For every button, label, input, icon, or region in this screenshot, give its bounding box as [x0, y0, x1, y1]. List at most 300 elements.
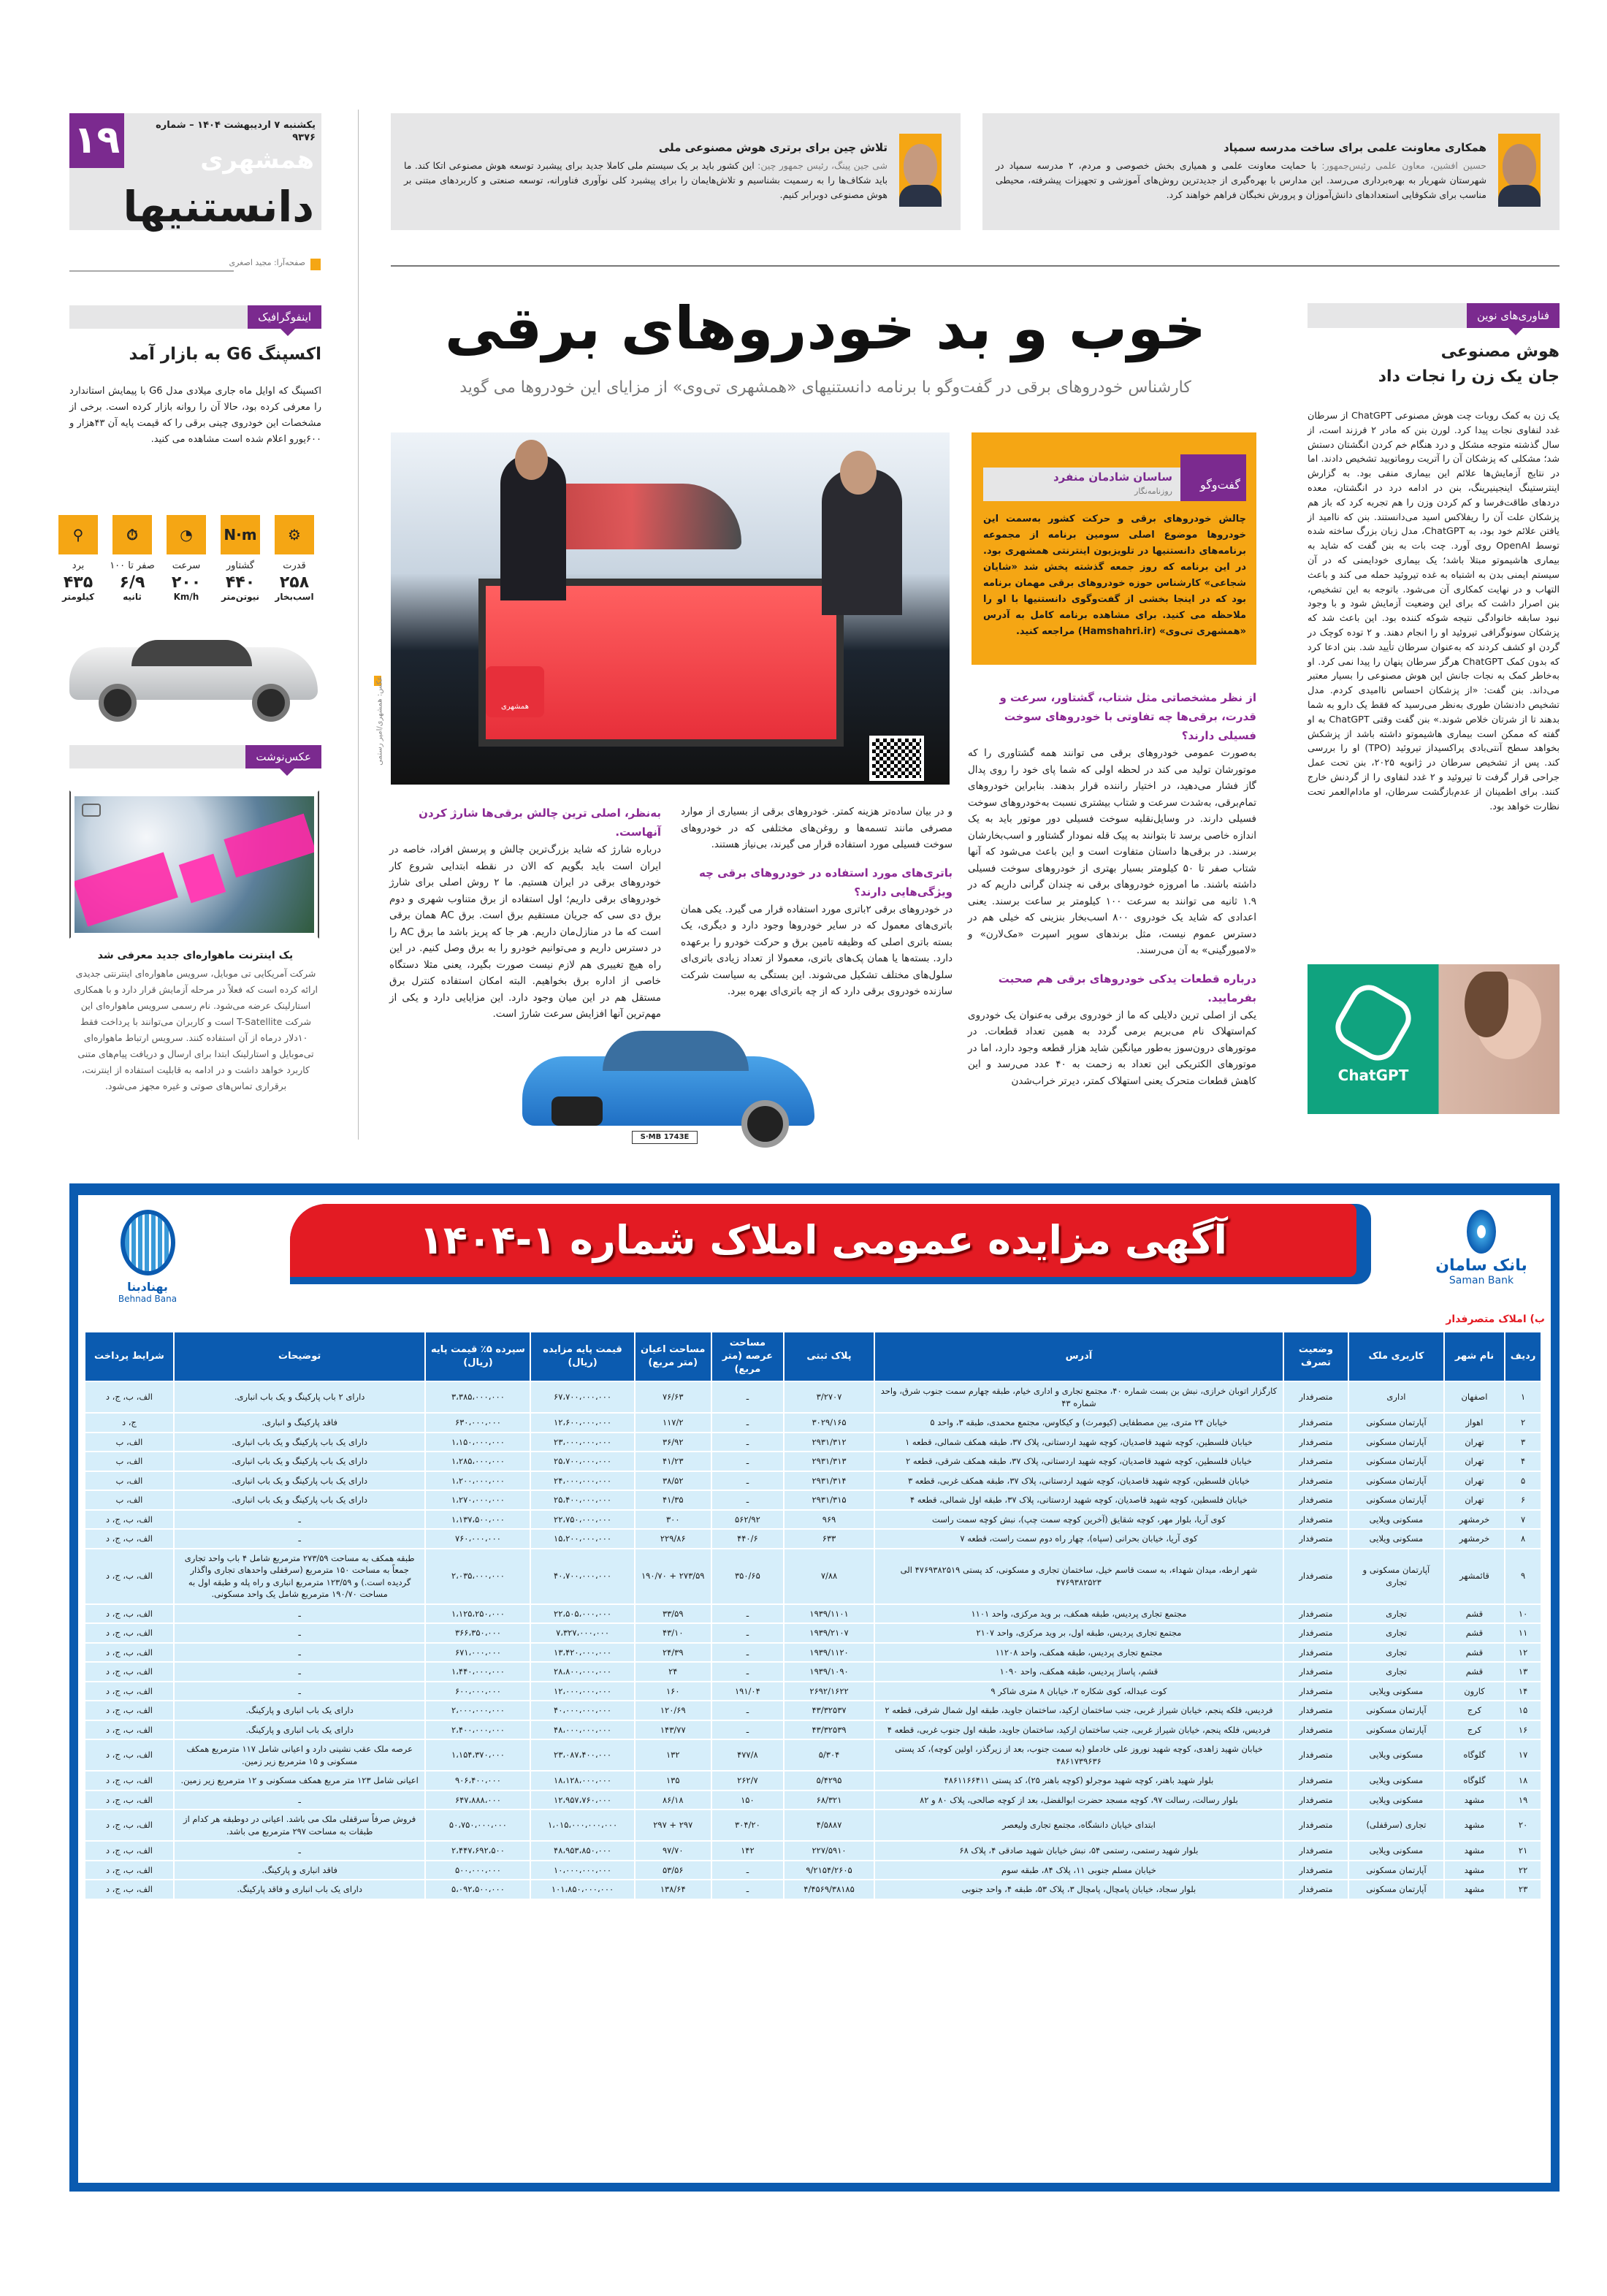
table-cell: ۲۹۷ + ۲۹۷ [635, 1810, 711, 1840]
table-cell: ۲۶۹۲/۱۶۲۲ [785, 1682, 874, 1701]
table-cell: متصرفدار [1284, 1663, 1348, 1681]
table-cell: ۱۳۲ [635, 1740, 711, 1770]
behnad-bana-logo: بهنادبنا Behnad Bana [100, 1210, 195, 1312]
ad-title: آگهی مزایده عمومی املاک شماره ۱-۱۴۰۴ [290, 1204, 1356, 1277]
table-cell: ـ [712, 1433, 783, 1452]
table-cell: ۴۸،۰۰۰،۰۰۰،۰۰۰ [531, 1721, 633, 1739]
table-cell: ۲۴ [635, 1663, 711, 1681]
table-cell: ۲۲۹/۸۶ [635, 1530, 711, 1548]
table-cell: ۱ [1505, 1382, 1541, 1412]
studio-photo [391, 432, 950, 785]
table-cell: ۲۳،۰۸۷،۴۰۰،۰۰۰ [531, 1740, 633, 1770]
column-header: مساحت عرصه (متر مربع) [712, 1332, 783, 1381]
ai-title: هوش مصنوعی جان یک زن را نجات داد [1378, 343, 1560, 386]
table-row [85, 1605, 1541, 1623]
table-cell: خرمشهر [1445, 1530, 1504, 1548]
ad-title-banner [290, 1204, 1371, 1284]
table-cell: متصرفدار [1284, 1842, 1348, 1860]
column-header: سپرده ۵٪ قیمت پایه (ریال) [426, 1332, 530, 1381]
table-cell: اصفهان [1445, 1382, 1504, 1412]
table-cell: اداری [1349, 1382, 1443, 1412]
table-cell: دارای یک باب پارکینگ و یک باب انباری. [175, 1472, 425, 1490]
table-cell: تجاری (سرقفلی) [1349, 1810, 1443, 1840]
table-cell: ۲،۰۰۰،۰۰۰،۰۰۰ [426, 1701, 530, 1720]
column-header: کاربری ملک [1349, 1332, 1443, 1381]
page-editor: صفحه‌آرا: مجید اصغری [229, 258, 305, 267]
table-cell: الف، ب، ج، د [85, 1701, 173, 1720]
table-cell: تهران [1445, 1433, 1504, 1452]
date-issue: یکشنبه ۷ اردیبهشت ۱۴۰۴ – شماره ۹۳۷۶ [156, 120, 316, 143]
table-cell: ۷۶۰،۰۰۰،۰۰۰ [426, 1530, 530, 1548]
table-cell: فاقد انباری و پارکینگ. [175, 1861, 425, 1880]
table-cell: ۲۱ [1505, 1842, 1541, 1860]
table-row [85, 1511, 1541, 1529]
table-cell: آپارتمان مسکونی و تجاری [1349, 1549, 1443, 1603]
table-cell: ۳۶۶،۳۵۰،۰۰۰ [426, 1624, 530, 1642]
table-cell: بلوار سجاد، خیابان پامچال، پامچال ۳، پلاک ۵۳، طبقه ۴، واحد جنوبی [875, 1880, 1283, 1899]
table-cell: ۱،۲۸۵،۰۰۰،۰۰۰ [426, 1452, 530, 1471]
table-cell: ۱۹۳۹/۱۱۰۱ [785, 1605, 874, 1623]
table-cell: شهر ارطه، میدان شهداء، به سمت قاسم خیل، ساختمان تجاری و مسکونی، کد پستی ۴۷۶۹۳۸۲۵۱۹ الی ۴۷۶۹۳۸۲۵۲۳ [875, 1549, 1283, 1603]
table-cell: متصرفدار [1284, 1861, 1348, 1880]
table-cell: مشهد [1445, 1791, 1504, 1809]
table-cell: ـ [712, 1721, 783, 1739]
auction-table-wrap [84, 1331, 1542, 1900]
table-cell: ۱۶ [1505, 1721, 1541, 1739]
auction-table [84, 1331, 1542, 1900]
main-subtitle: کارشناس خودروهای برقی در گفت‌وگو با برنامه دانستنیهای «همشهری تی‌وی» از مزایای این خودروها می گوید [459, 378, 1191, 397]
table-cell: ـ [175, 1682, 425, 1701]
table-cell: ۳۶/۹۲ [635, 1433, 711, 1452]
table-cell: ـ [175, 1663, 425, 1681]
table-cell: فردیس، فلکه پنجم، خیابان شیراز غربی، جنب ساختمان ارکید، ساختمان جاوید، طبقه اول شمال شرقی، قطعه ۲ [875, 1701, 1283, 1720]
table-cell: ۲۵،۴۰۰،۰۰۰،۰۰۰ [531, 1491, 633, 1509]
table-cell: متصرفدار [1284, 1433, 1348, 1452]
table-cell: ـ [712, 1452, 783, 1471]
table-cell: مشهد [1445, 1842, 1504, 1860]
table-cell: ۵۶۲/۹۲ [712, 1511, 783, 1529]
table-cell: خیابان ۲۴ متری، بین مصطفایی (کیومرث) و کیکاوس، مجتمع محمدی، طبقه ۳، واحد ۵ [875, 1414, 1283, 1432]
table-cell: ۲۲ [1505, 1861, 1541, 1880]
table-cell: ۳۸/۵۲ [635, 1472, 711, 1490]
table-row [85, 1549, 1541, 1603]
table-cell: ۶۷،۷۰۰،۰۰۰،۰۰۰ [531, 1382, 633, 1412]
answer-2: یکی از اصلی ترین دلایلی که ما از خودروی برقی به‌عنوان یک خودروی کم‌استهلاک نام می‌بریم برمی گردد به همین تعداد قطعات. در موتورهای درون‌سوز به‌طور میانگین شاید هزار قطعه وجود دارد، اما در موتورهای الکتریکی این تعداد به زحمت به ۴۰ عدد می‌رسد و این کاهش قطعات متحرک یعنی استهلاک کمتر، دیرتر خراب‌شدن [968, 1009, 1256, 1087]
spec-item [54, 515, 102, 602]
divider [69, 270, 234, 272]
table-cell: مسکونی ویلایی [1349, 1530, 1443, 1548]
table-cell: ـ [712, 1663, 783, 1681]
spec-unit: اسب‌بخار [275, 592, 314, 602]
spec-value: ۲۵۸ [279, 573, 310, 592]
table-cell: ۱،۱۵۴،۳۷۰،۰۰۰ [426, 1740, 530, 1770]
table-cell: ۱۵ [1505, 1701, 1541, 1720]
spec-unit: کیلومتر [61, 592, 95, 602]
saman-flower-icon [1467, 1210, 1496, 1254]
table-cell: الف، ب [85, 1452, 173, 1471]
table-cell: بلوار شهید رستمی، رستمی ۵۴، نبش خیابان شهید صادقی ۴، پلاک ۶۸ [875, 1842, 1283, 1860]
table-cell: ـ [712, 1605, 783, 1623]
table-cell: خرمشهر [1445, 1511, 1504, 1529]
table-cell: کارون [1445, 1682, 1504, 1701]
spec-unit: نیوتن‌متر [221, 592, 260, 602]
table-cell: ۲۲،۵۰۵،۰۰۰،۰۰۰ [531, 1605, 633, 1623]
table-row [85, 1414, 1541, 1432]
table-cell: الف، ب [85, 1491, 173, 1509]
table-cell: ۱۶۰ [635, 1682, 711, 1701]
answer-1: به‌صورت عمومی خودروهای برقی می توانند همه گشتاوری را که موتورشان تولید می کند در لحظه اولی که شما پای خود را روی پدال گاز فشار می‌دهید، در اختیار راننده قرار بدهند. بنابراین خودروهای تمام‌برقی، به‌شدت سرعت و شتاب بیشتری نسبت به‌خودروهای سوخت فسیلی دارند. در وسایل‌نقلیه سوخت فسیلی دور موتور باید به یک اندازه خاصی برسد تا بتوانند به پیک قله نمودار گشتاور و اسب‌بخارشان برسند. در برقی‌ها داستان متفاوت است و این باعث می‌شود که آنها شتاب صفر تا ۵۰ کیلومتر بسیار بهتری از خودروهای سوخت فسیلی داشته باشند. ما امروزه خودروهای برقی نه چندان گرانی داریم که در ۱.۹ ثانیه می توانند به سرعت ۱۰۰ کیلومتر بر ساعت برسند. یعنی اعدادی که شاید یک خودروی ۸۰۰ اسب‌بخار بنزینی که خیلی هم در دسترس عموم نیست، مثل برندهای سوپر اسپرت «مک‌لارن» و «لامبورگینی» به آن می‌رسند. [968, 747, 1256, 956]
infographic-tag-bar [69, 305, 321, 329]
table-cell: ۱،۱۵۰،۰۰۰،۰۰۰ [426, 1433, 530, 1452]
table-cell: ـ [712, 1701, 783, 1720]
table-cell: ۲۸،۸۰۰،۰۰۰،۰۰۰ [531, 1663, 633, 1681]
table-cell: ـ [712, 1861, 783, 1880]
news-sampad [982, 113, 1560, 230]
table-cell: ـ [712, 1644, 783, 1662]
table-cell: متصرفدار [1284, 1721, 1348, 1739]
infographic-text: اکسپنگ که اوایل ماه جاری میلادی مدل G6 با پیمایش استاندارد را معرفی کرده بود، حالا آن را روانه بازار کرده است. برخی از مشخصات این خودروی چینی برقی را که قیمت پایه آن ۴۳هزار و ۶۰۰یورو اعلام شده است مشاهده می کنید. [69, 386, 321, 445]
table-cell: ۱۵۰ [712, 1791, 783, 1809]
table-cell: کارگزار اتوبان خرازی، نبش بن بست شماره ۴۰، مجتمع تجاری و اداری خیام، طبقه چهارم سمت جنوب شرق، واحد شماره ۴۳ [875, 1382, 1283, 1412]
table-cell: دارای یک باب انباری و فاقد پارکینگ. [175, 1880, 425, 1899]
spec-value: ۶/۹ [119, 573, 145, 592]
table-cell: آپارتمان مسکونی [1349, 1414, 1443, 1432]
spec-unit: ثانیه [123, 592, 142, 602]
table-cell: مشهد [1445, 1861, 1504, 1880]
table-cell: الف، ب، ج، د [85, 1605, 173, 1623]
table-cell: الف، ب [85, 1472, 173, 1490]
table-cell: ـ [175, 1530, 425, 1548]
table-cell: ۴۱/۳۵ [635, 1491, 711, 1509]
table-cell: کرج [1445, 1721, 1504, 1739]
table-row [85, 1382, 1541, 1412]
table-cell: متصرفدار [1284, 1644, 1348, 1662]
table-cell: کرج [1445, 1701, 1504, 1720]
spec-item [216, 515, 264, 602]
table-cell: متصرفدار [1284, 1605, 1348, 1623]
table-cell: ـ [712, 1624, 783, 1642]
table-cell: الف، ب، ج، د [85, 1511, 173, 1529]
table-cell: ۷ [1505, 1511, 1541, 1529]
news-title: تلاش چین برای برتری هوش مصنوعی ملی [658, 141, 888, 154]
article-column-2 [681, 804, 953, 1000]
table-cell: الف، ب، ج، د [85, 1842, 173, 1860]
table-cell: ۹ [1505, 1549, 1541, 1603]
table-cell: مجتمع تجاری پردیس، طبقه اول، بر وید مرکزی، واحد ۲۱۰۷ [875, 1624, 1283, 1642]
table-cell: ۷/۸۸ [785, 1549, 874, 1603]
table-cell: ۳۳/۵۹ [635, 1605, 711, 1623]
infographic-title: اکسپنگ G6 به بازار آمد [129, 345, 321, 364]
table-cell: گلوگاه [1445, 1771, 1504, 1790]
table-cell: ۳۵۰/۶۵ [712, 1549, 783, 1603]
table-cell: ۶۴۷،۸۸۸،۰۰۰ [426, 1791, 530, 1809]
table-cell: ۴۳/۱۰ [635, 1624, 711, 1642]
table-cell: ۶ [1505, 1491, 1541, 1509]
table-cell: تجاری [1349, 1624, 1443, 1642]
table-row [85, 1740, 1541, 1770]
table-cell: الف، ب، ج، د [85, 1382, 173, 1412]
table-cell: خیابان فلسطین، کوچه شهید قاصدیان، کوچه شهید اردستانی، پلاک ۳۷، طبقه همکف شمالی، قطعه ۱ [875, 1433, 1283, 1452]
table-cell: قشم [1445, 1663, 1504, 1681]
table-cell: ۲۹۳۱/۳۱۳ [785, 1452, 874, 1471]
table-cell: ۱۴۲ [712, 1842, 783, 1860]
table-cell: ۲۶۲/۷ [712, 1771, 783, 1790]
table-cell: ـ [712, 1491, 783, 1509]
table-cell: ۴۳/۳۲۵۳۷ [785, 1701, 874, 1720]
section-title: دانستنیها [123, 182, 314, 232]
photo-news-tag: عکس‌نوشت [245, 745, 321, 768]
table-row [85, 1472, 1541, 1490]
table-cell: آپارتمان مسکونی [1349, 1880, 1443, 1899]
table-cell: ۲۹۳۱/۳۱۵ [785, 1491, 874, 1509]
tv-logo: همشهری [486, 666, 544, 717]
spec-item [270, 515, 318, 602]
interview-box [972, 432, 1256, 665]
table-cell: متصرفدار [1284, 1530, 1348, 1548]
table-cell: ۱،۱۲۵،۲۵۰،۰۰۰ [426, 1605, 530, 1623]
table-cell: ۱۸،۱۲۸،۰۰۰،۰۰۰ [531, 1771, 633, 1790]
ai-tag-bar [1308, 303, 1560, 328]
table-cell: متصرفدار [1284, 1701, 1348, 1720]
table-cell: ۶۳۰،۰۰۰،۰۰۰ [426, 1414, 530, 1432]
table-cell: آپارتمان مسکونی [1349, 1433, 1443, 1452]
article-column-1 [968, 688, 1256, 1089]
table-cell: ـ [175, 1791, 425, 1809]
table-cell: ۵۳/۵۶ [635, 1861, 711, 1880]
table-cell: ۴۱/۲۳ [635, 1452, 711, 1471]
table-cell: ۹۶۹ [785, 1511, 874, 1529]
table-row [85, 1682, 1541, 1701]
table-row [85, 1791, 1541, 1809]
table-cell: ۱۹۳۹/۲۱۰۷ [785, 1624, 874, 1642]
spec-value: ۲۰۰ [171, 573, 202, 592]
question-2: درباره قطعات یدکی خودروهای برقی هم صحبت بفرمایید. [998, 972, 1256, 1004]
column-header: پلاک ثبتی [785, 1332, 874, 1381]
table-cell: ۸۶/۱۸ [635, 1791, 711, 1809]
table-cell: ج، د [85, 1414, 173, 1432]
table-cell: ابتدای خیابان دانشگاه، مجتمع تجاری ولیعصر [875, 1810, 1283, 1840]
spec-label: گشتاور [226, 560, 255, 571]
table-cell: ۴۴۰/۶ [712, 1530, 783, 1548]
table-cell: آپارتمان مسکونی [1349, 1452, 1443, 1471]
table-cell: ۱۲،۹۵۷،۷۶۰،۰۰۰ [531, 1791, 633, 1809]
table-cell: متصرفدار [1284, 1682, 1348, 1701]
table-row [85, 1721, 1541, 1739]
table-cell: ۵ [1505, 1472, 1541, 1490]
table-cell: قشم [1445, 1605, 1504, 1623]
table-row [85, 1880, 1541, 1899]
table-cell: الف، ب، ج، د [85, 1530, 173, 1548]
table-cell: مجتمع تجاری پردیس، طبقه همکف، بر وید مرکزی، واحد ۱۱۰۱ [875, 1605, 1283, 1623]
table-cell: ۹۷/۷۰ [635, 1842, 711, 1860]
table-cell: مجتمع تجاری پردیس، طبقه همکف، واحد ۱۱۲۰۸ [875, 1644, 1283, 1662]
table-row [85, 1861, 1541, 1880]
news-title: همکاری معاونت علمی برای ساخت مدرسه سمپاد [1224, 141, 1486, 154]
table-cell: ۸ [1505, 1530, 1541, 1548]
table-cell: ۱۳ [1505, 1663, 1541, 1681]
table-cell: ۳،۳۸۵،۰۰۰،۰۰۰ [426, 1382, 530, 1412]
table-cell: فاقد پارکینگ و انباری. [175, 1414, 425, 1432]
engine-icon: ⚙ [275, 515, 314, 554]
table-cell: تجاری [1349, 1663, 1443, 1681]
table-cell: متصرفدار [1284, 1511, 1348, 1529]
table-cell: ۲۳،۰۰۰،۰۰۰،۰۰۰ [531, 1433, 633, 1452]
table-cell: ۱۳۵ [635, 1771, 711, 1790]
table-cell: ۷،۳۲۷،۰۰۰،۰۰۰ [531, 1624, 633, 1642]
table-cell: ـ [712, 1414, 783, 1432]
answer-2-cont: و در بیان ساده‌تر هزینه کمتر. خودروهای برقی از بسیاری از موارد مصرفی مانند تسمه‌ها و روغن‌های مختلفی که در خودروهای سوخت فسیلی مورد استفاده قرار می گیرند، بی‌نیاز هستند. [681, 806, 953, 850]
table-cell: ۴۳/۳۲۵۳۹ [785, 1721, 874, 1739]
table-cell: ۱،۲۷۰،۰۰۰،۰۰۰ [426, 1491, 530, 1509]
table-cell: ـ [712, 1880, 783, 1899]
table-cell: الف، ب، ج، د [85, 1644, 173, 1662]
table-cell: اعیانی شامل ۱۲۳ متر مربع همکف مسکونی و ۱۲ مترمربع زیر زمین. [175, 1771, 425, 1790]
table-row [85, 1810, 1541, 1840]
xpeng-car-image [58, 621, 329, 731]
spec-item [108, 515, 156, 602]
table-cell: مشهد [1445, 1880, 1504, 1899]
infographic-tag: اینفوگرافیک [248, 305, 321, 329]
car-plate: S·MB 1743E [632, 1131, 698, 1144]
table-cell: ۶۰۰،۰۰۰،۰۰۰ [426, 1682, 530, 1701]
table-cell: آپارتمان مسکونی [1349, 1721, 1443, 1739]
table-row [85, 1771, 1541, 1790]
table-cell: ۳ [1505, 1433, 1541, 1452]
table-cell: ۱۰ [1505, 1605, 1541, 1623]
table-cell: ۱۵،۲۰۰،۰۰۰،۰۰۰ [531, 1530, 633, 1548]
table-cell: ـ [175, 1624, 425, 1642]
main-title: خوب و بد خودروهای برقی [444, 294, 1207, 362]
table-cell: متصرفدار [1284, 1880, 1348, 1899]
table-cell: متصرفدار [1284, 1810, 1348, 1840]
table-cell: ۶۷۱،۰۰۰،۰۰۰ [426, 1644, 530, 1662]
table-cell: تجاری [1349, 1644, 1443, 1662]
table-cell: ۲۹۳۱/۳۱۲ [785, 1433, 874, 1452]
table-cell: مسکونی ویلایی [1349, 1740, 1443, 1770]
table-cell: ۱۹۳۹/۱۰۹۰ [785, 1663, 874, 1681]
table-cell: الف، ب، ج، د [85, 1663, 173, 1681]
table-cell: ۳۰۲۹/۱۶۵ [785, 1414, 874, 1432]
column-header: ردیف [1505, 1332, 1541, 1381]
table-cell: ۲،۴۴۷،۶۹۲،۵۰۰ [426, 1842, 530, 1860]
table-cell: ۲۵،۷۰۰،۰۰۰،۰۰۰ [531, 1452, 633, 1471]
table-cell: آپارتمان مسکونی [1349, 1491, 1443, 1509]
table-cell: متصرفدار [1284, 1414, 1348, 1432]
table-row [85, 1842, 1541, 1860]
table-cell: خیابان فلسطین، کوچه شهید قاصدیان، کوچه شهید اردستانی، پلاک ۳۷، طبقه همکف شرقی، قطعه ۲ [875, 1452, 1283, 1471]
table-cell: ۲،۴۰۰،۰۰۰،۰۰۰ [426, 1721, 530, 1739]
photo-news-tag-bar [69, 745, 321, 768]
table-cell: ۲۰ [1505, 1810, 1541, 1840]
interview-lead: چالش خودروهای برقی و حرکت کشور به‌سمت این خودروها موضوع اصلی سومین برنامه از مجموعه برنامه‌های دانستنیها در تلویزیون اینترنتی همشهری بود. در این برنامه که روز جمعه گذشته پخش شد «شایان شجاعی» کارشناس حوزه خودروهای برقی مهمان برنامه بود که در اینجا بخشی از گفت‌وگوی دانستنیها با او را ملاحظه می کنید. برای مشاهده برنامه کامل به آدرس «همشهری تی‌وی» (Hamshahri.ir) مراجعه کنید. [983, 514, 1246, 637]
table-cell: قائمشهر [1445, 1549, 1504, 1603]
table-cell: مشهد [1445, 1810, 1504, 1840]
table-cell: مسکونی ویلایی [1349, 1842, 1443, 1860]
table-cell: ۴۸،۹۵۳،۸۵۰،۰۰۰ [531, 1842, 633, 1860]
table-cell: خیابان مسلم جنوبی ۱۱، پلاک ۸۴، طبقه سوم [875, 1861, 1283, 1880]
table-cell: کوی آریا، بلوار مهر، کوچه شقایق (آخرین کوچه سمت چپ)، نبش کوچه سمت راست [875, 1511, 1283, 1529]
mercedes-car-image [522, 1027, 814, 1151]
table-cell: ۱۰۱،۸۵۰،۰۰۰،۰۰۰ [531, 1880, 633, 1899]
interview-tag: گفت‌وگو [1180, 454, 1246, 501]
table-cell: آپارتمان مسکونی [1349, 1701, 1443, 1720]
photo-news-title: یک اینترنت ماهواره‌ای جدید معرفی شد [97, 950, 294, 961]
table-row [85, 1624, 1541, 1642]
ai-text: یک زن به کمک روبات چت هوش مصنوعی ChatGPT از سرطان غدد لنفاوی نجات پیدا کرد. لورن بنن که مادر ۲ فرزند است، از سال گذشته متوجه مشکل و درد هنگام خم کردن انگشتان دستش شد؛ مشکلی که پزشکان آن را آتریت روماتویید تشخیص دادند. اما در نتایج آزمایش‌ها علائم این بیماری منفی بود. به گزارش اینترستینگ اینجینیرینگ، بنن در ادامه درد در انگشتان، معده دردهای طاقت‌فرسا و کم کردن وزن را هم تجربه کرد که باز هم پزشکان علت آن را ریفلاکس اسید می‌دانستند. بنن که ناامید از یافتن علائم خود بود، به ChatGPT، مدل زبان بزرگ ساخته شده توسط OpenAI روی آورد. چت بات به بنن گفت که شاید به بیماری هاشیموتو مبتلا باشد؛ یک بیماری خودایمنی که در آن سیستم ایمنی بدن به اشتباه به غده تیروئید حمله می کند و باعث التهاب و در نهایت کمکاری آن می‌شود. باتوجه به این تشخیص، بنن اصرار داشت که برای این وضعیت آزمایش شود و با وجود نبود سابقه خانوادگی نتیجه شوکه کننده بود. این باعث شد که پزشکان سونوگرافی تیروئید او را انجام دهند. و ۲ توده کوچک در گردن او کشف کردند که به‌عنوان سرطان تأیید شد. بنن ادعا کرد که بدون کمک ChatGPT هرگز سرطان پنهان را پیدا نمی کرد. او به‌خاطر کمک به نجات جانش این هوش مصنوعی را بسیار معتبر می‌داند. بنن گفت: «از پزشکان احساس ناامیدی کردم. مدل تشخیص دادنشان طوری به‌نظر می‌رسید که فقط یک دارو به شما بدهند تا از شرتان خلاص شوند.» بنن گفت وقتی ChatGPT به او گفته که ممکن است بیماری هاشیموتو داشته باشد از پزشکش بخواهد سطح آنتی‌بادی پراکسیداز تیروئید (TPO) او را بررسی کند. پس از تشخیص سرطان در ژانویه ۲۰۲۵، بنن تحت عمل جراحی قرار گرفت تا تیروئید و ۲ غدد لنفاوی را از گردنش خارج کنند. برای اطمینان از عدم‌بازگشت سرطان، او مادام‌العمر تحت نظارت خواهد بود. [1308, 411, 1560, 812]
table-cell: مسکونی ویلایی [1349, 1791, 1443, 1809]
column-header: مساحت اعیان (متر مربع) [635, 1332, 711, 1381]
table-cell: ۹/۲۱۵۴/۲۶۰۵ [785, 1861, 874, 1880]
question-1: از نظر مشخصاتی مثل شتاب، گشتاور، سرعت و قدرت، برقی‌ها چه تفاوتی با خودروهای سوخت فسیلی دارند؟ [999, 691, 1256, 742]
table-cell: متصرفدار [1284, 1791, 1348, 1809]
editor-marker [310, 259, 321, 270]
table-cell: قشم، پاساژ پردیس، طبقه همکف، واحد ۱۰۹۰ [875, 1663, 1283, 1681]
table-cell: ۵/۴۲۹۵ [785, 1771, 874, 1790]
table-cell: ۱۹ [1505, 1791, 1541, 1809]
table-cell: ۱۳۸/۶۴ [635, 1880, 711, 1899]
table-cell: ۱۰،۰۰۰،۰۰۰،۰۰۰ [531, 1861, 633, 1880]
table-cell: کوت عبداله، کوی شکاره ۲، خیابان ۸ متری شاکر ۹ [875, 1682, 1283, 1701]
spec-value: ۴۳۵ [63, 573, 93, 592]
table-cell: تهران [1445, 1472, 1504, 1490]
table-row [85, 1452, 1541, 1471]
table-cell: ۱۹۱/۰۴ [712, 1682, 783, 1701]
table-cell: الف، ب، ج، د [85, 1861, 173, 1880]
table-cell: الف، ب، ج، د [85, 1682, 173, 1701]
table-cell: ۴۰،۰۰۰،۰۰۰،۰۰۰ [531, 1701, 633, 1720]
spec-label: برد [72, 560, 85, 571]
table-cell: تهران [1445, 1491, 1504, 1509]
table-cell: متصرفدار [1284, 1382, 1348, 1412]
table-header [85, 1332, 1541, 1381]
table-cell: گلوگاه [1445, 1740, 1504, 1770]
table-cell: ۳۰۴/۲۰ [712, 1810, 783, 1840]
divider [391, 265, 1560, 267]
table-cell: ۱۲،۰۰۰،۰۰۰،۰۰۰ [531, 1682, 633, 1701]
table-row [85, 1433, 1541, 1452]
table-cell: دارای یک باب انباری و پارکینگ. [175, 1701, 425, 1720]
photo-news-text: شرکت آمریکایی تی موبایل، سرویس ماهواره‌ای اینترنتی جدیدی ارائه کرده است که فعلاً در مرحله آزمایش قرار دارد و با همکاری استارلینک عرضه می‌شود. نام رسمی سرویس ماهواره‌ای این شرکت T-Satellite است و کاربران می‌توانند با پرداخت فقط ۱۰دلار درماه از آن استفاده کنند. سرویس ارتباط ماهواره‌ای تی‌موبایل و استارلینک ابتدا برای ارسال و دریافت پیام‌های متنی کاربرد خواهد داشت و در ادامه به قابلیت استفاده از اینترنت، برقراری تماس‌های صوتی و غیره مجهز می‌شود. [73, 968, 318, 1091]
table-cell: ۲۲،۷۵۰،۰۰۰،۰۰۰ [531, 1511, 633, 1529]
table-cell: قشم [1445, 1624, 1504, 1642]
table-cell: ۱،۲۰۰،۰۰۰،۰۰۰ [426, 1472, 530, 1490]
photo-frame [69, 790, 319, 939]
stopwatch-icon: ⏱ [112, 515, 152, 554]
table-cell: آپارتمان مسکونی [1349, 1861, 1443, 1880]
table-cell: الف، ب، ج، د [85, 1549, 173, 1603]
table-row [85, 1530, 1541, 1548]
table-cell: فردیس، فلکه پنجم، خیابان شیراز غربی، جنب ساختمان ارکید، ساختمان جاوید، طبقه اول جنوب غربی، قطعه ۴ [875, 1721, 1283, 1739]
table-cell: ۴۷۷/۸ [712, 1740, 783, 1770]
table-cell: ـ [175, 1511, 425, 1529]
chatgpt-image [1308, 964, 1560, 1114]
table-cell: دارای یک باب پارکینگ و یک باب انباری. [175, 1452, 425, 1471]
table-cell: متصرفدار [1284, 1491, 1348, 1509]
author-name: ساسان شادمان منفرد [1053, 470, 1172, 484]
table-cell: ۱۲۰/۶۹ [635, 1701, 711, 1720]
table-cell: ۲ [1505, 1414, 1541, 1432]
table-cell: دارای یک باب پارکینگ و یک باب انباری. [175, 1491, 425, 1509]
table-cell: ـ [175, 1644, 425, 1662]
table-cell: خیابان فلسطین، کوچه شهید قاصدیان، کوچه شهید اردستانی، پلاک ۳۷، طبقه اول شمالی، قطعه ۴ [875, 1491, 1283, 1509]
table-cell: متصرفدار [1284, 1624, 1348, 1642]
table-cell: ۲۷۳/۵۹ + ۱۹۰/۷۰ [635, 1549, 711, 1603]
table-row [85, 1701, 1541, 1720]
spec-label: صفر تا ۱۰۰ [110, 560, 155, 571]
photo-credit: عکس: همشهری/امیر رستمی [375, 676, 384, 766]
column-header: نام شهر [1445, 1332, 1504, 1381]
qr-code [869, 736, 924, 781]
